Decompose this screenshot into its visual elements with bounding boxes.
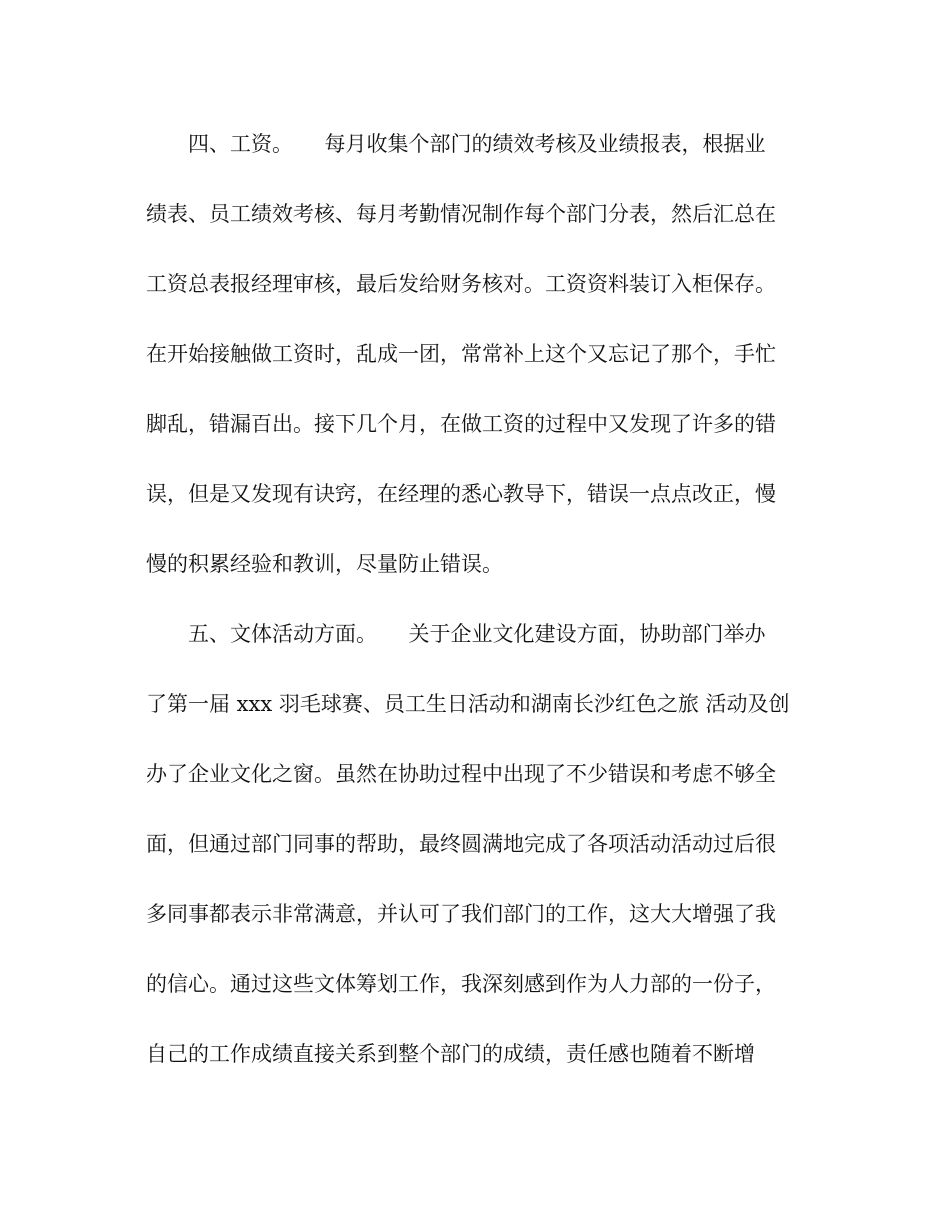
- paragraph-line: 绩表、员工绩效考核、每月考勤情况制作每个部门分表，然后汇总在: [146, 202, 776, 226]
- paragraph-line: 工资总表报经理审核，最后发给财务核对。工资资料装订入柜保存。: [146, 272, 776, 296]
- paragraph-line: 脚乱，错漏百出。接下几个月，在做工资的过程中又发现了许多的错: [146, 412, 776, 436]
- paragraph-line: 办了企业文化之窗。虽然在协助过程中出现了不少错误和考虑不够全: [146, 762, 776, 786]
- paragraph-line: 多同事都表示非常满意，并认可了我们部门的工作，这大大增强了我: [146, 902, 776, 926]
- paragraph-line: 在开始接触做工资时，乱成一团，常常补上这个又忘记了那个，手忙: [146, 342, 776, 366]
- paragraph-line: 慢的积累经验和教训，尽量防止错误。: [146, 552, 503, 576]
- paragraph-line: 面，但通过部门同事的帮助，最终圆满地完成了各项活动活动过后很: [146, 832, 776, 856]
- paragraph-line: 的信心。通过这些文体筹划工作，我深刻感到作为人力部的一份子，: [146, 972, 776, 996]
- paragraph-line: 五、文体活动方面。 关于企业文化建设方面，协助部门举办: [188, 622, 766, 646]
- paragraph-line: 了第一届 xxx 羽毛球赛、员工生日活动和湖南长沙红色之旅 活动及创: [146, 692, 790, 716]
- paragraph-line: 误，但是又发现有诀窍，在经理的悉心教导下，错误一点点改正，慢: [146, 482, 776, 506]
- paragraph-line: 四、工资。 每月收集个部门的绩效考核及业绩报表，根据业: [188, 132, 766, 156]
- paragraph-line: 自己的工作成绩直接关系到整个部门的成绩，责任感也随着不断增: [146, 1042, 755, 1066]
